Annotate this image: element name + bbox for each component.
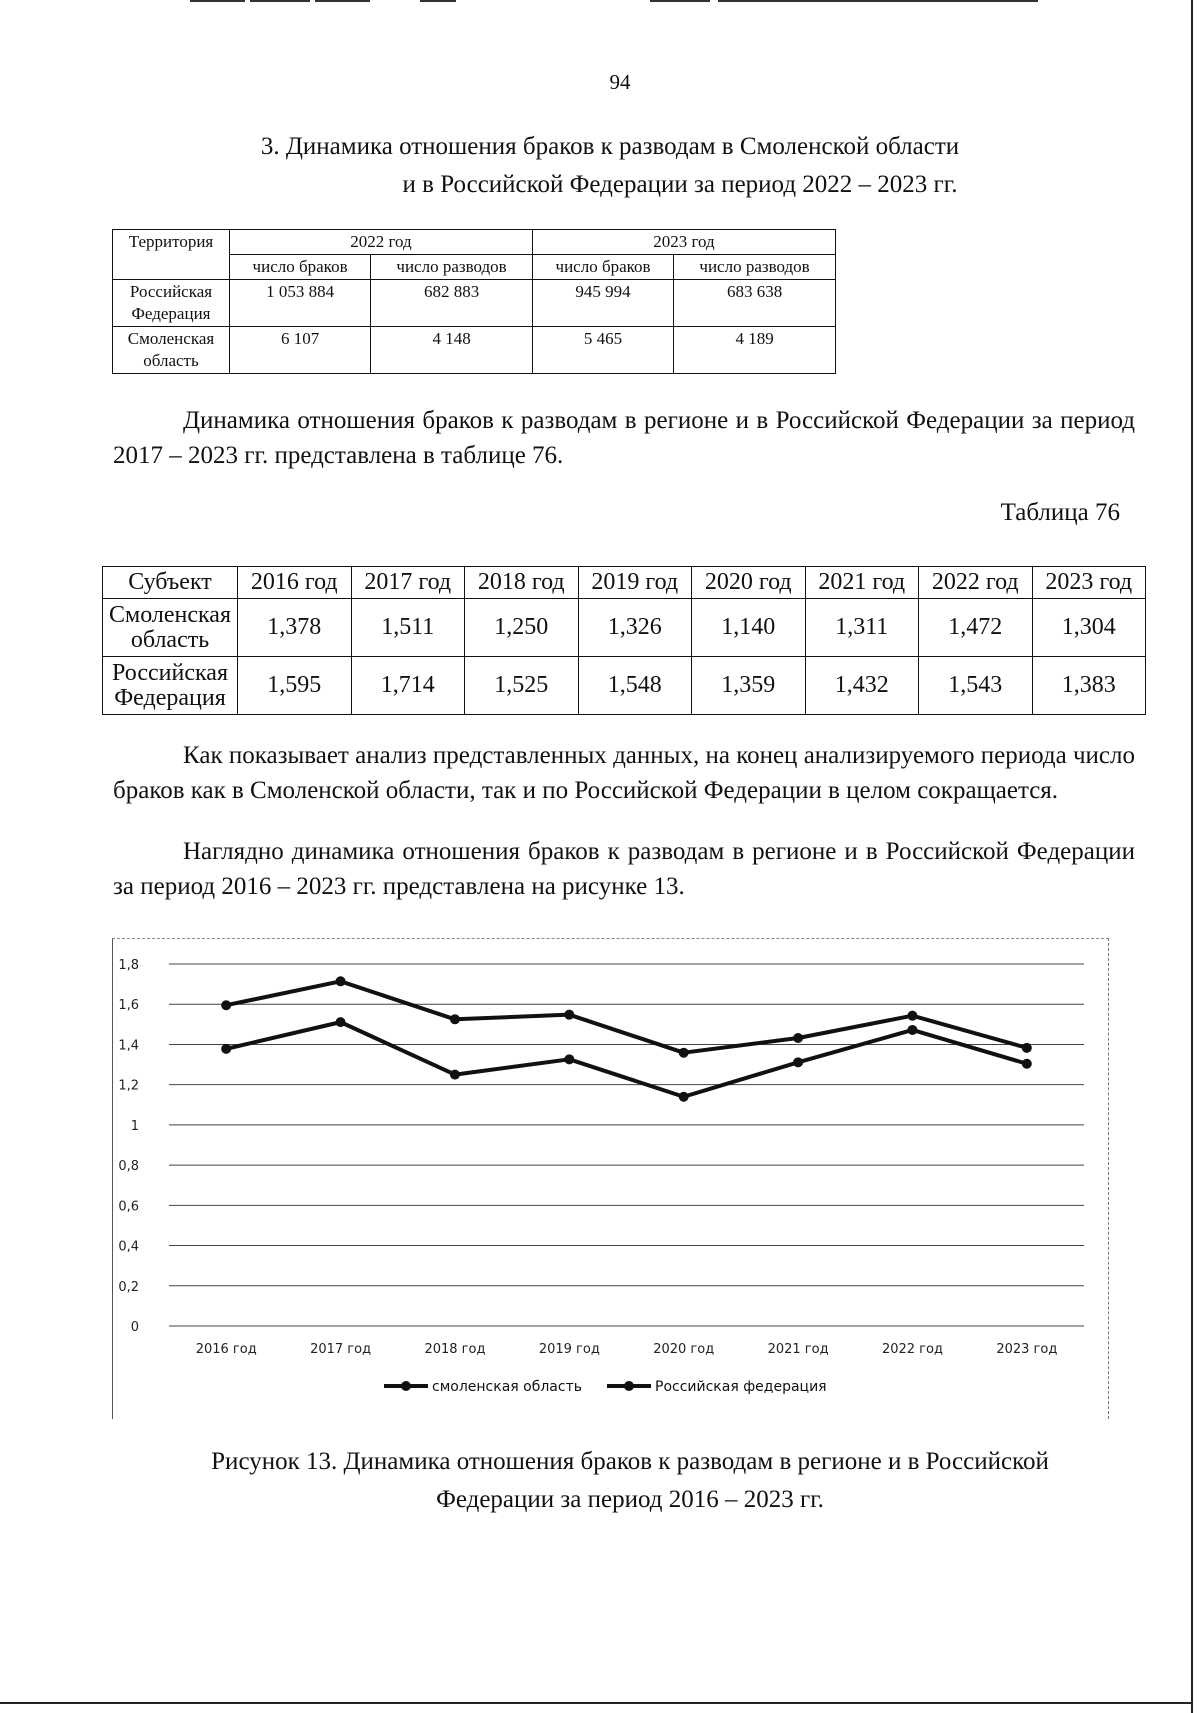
row-label: Российская Федерация (113, 280, 230, 327)
data-point (336, 976, 346, 986)
table-row (113, 327, 836, 374)
legend-label: смоленская область (432, 1379, 582, 1395)
table-cell: 1,548 (578, 657, 692, 715)
row-label: Смоленская область (113, 327, 230, 374)
table-cell: 683 638 (674, 280, 836, 327)
y-tick-label: 1,2 (118, 1078, 139, 1094)
data-point (450, 1014, 460, 1024)
page-edge-bottom (0, 1702, 1193, 1704)
data-point (679, 1048, 689, 1058)
figure-caption-line-1: Рисунок 13. Динамика отношения браков к разводам в регионе и в Российской (211, 1448, 1049, 1475)
table-cell: 1,432 (805, 657, 919, 715)
ratio-table-76 (102, 566, 1146, 715)
y-tick-label: 0,8 (118, 1159, 139, 1175)
x-tick-label: 2016 год (195, 1342, 257, 1357)
table-cell: 1,326 (578, 599, 692, 657)
data-point (793, 1057, 803, 1067)
table-header-row (113, 230, 836, 255)
table-cell: 1,304 (1032, 599, 1146, 657)
table-row (103, 657, 1146, 715)
table-row (103, 599, 1146, 657)
x-tick-label: 2019 год (538, 1342, 600, 1357)
subheader-divorces-2022: число разводов (371, 255, 533, 280)
x-tick-label: 2017 год (310, 1342, 372, 1357)
section-title-line-1: 3. Динамика отношения браков к разводам в Смоленской области (260, 133, 960, 160)
y-tick-label: 1 (130, 1118, 139, 1134)
marriages-divorces-table (112, 229, 836, 374)
data-point (1022, 1043, 1032, 1053)
legend-label: Российская федерация (655, 1379, 827, 1395)
data-point (564, 1054, 574, 1064)
table-cell: 6 107 (230, 327, 371, 374)
subheader-marriages-2023: число браков (532, 255, 673, 280)
subheader-marriages-2022: число браков (230, 255, 371, 280)
table-cell: 945 994 (532, 280, 673, 327)
y-tick-label: 0,4 (118, 1239, 139, 1255)
data-point (1022, 1059, 1032, 1069)
table-cell: 1,595 (238, 657, 352, 715)
data-point (907, 1025, 917, 1035)
table-76-caption: Таблица 76 (1000, 499, 1120, 526)
data-point (793, 1033, 803, 1043)
section-title (200, 128, 1020, 204)
data-point (221, 1044, 231, 1054)
table-header-row (103, 567, 1146, 599)
legend-marker (401, 1381, 411, 1391)
paragraph-figure-reference: Наглядно динамика отношения браков к разводам в регионе и в Российской Федерации за период 2016 – 2023 гг. представлена на рисунке 13. (113, 838, 1135, 900)
series-line-1 (226, 981, 1027, 1052)
y-tick-label: 0,2 (118, 1279, 139, 1295)
paragraph-1: Динамика отношения браков к разводам в регионе и в Российской Федерации за период 2017 – 2023 гг. представлена в таблице 76. (113, 407, 1135, 469)
table-row (113, 280, 836, 327)
x-tick-label: 2023 год (996, 1342, 1058, 1357)
year-header-2022: 2022 год (230, 230, 533, 255)
year-header: 2019 год (578, 567, 692, 599)
territory-header: Территория (113, 230, 230, 280)
data-point (679, 1092, 689, 1102)
table-cell: 1,359 (692, 657, 806, 715)
year-header: 2022 год (919, 567, 1033, 599)
y-tick-label: 0 (130, 1320, 139, 1335)
table-cell: 1,714 (351, 657, 465, 715)
table-cell: 1,311 (805, 599, 919, 657)
year-header: 2021 год (805, 567, 919, 599)
x-tick-label: 2020 год (653, 1342, 715, 1357)
data-point (221, 1000, 231, 1010)
legend-marker (624, 1381, 634, 1391)
y-tick-label: 1,8 (118, 958, 139, 973)
data-point (450, 1070, 460, 1080)
x-tick-label: 2018 год (424, 1342, 486, 1357)
year-header: 2017 год (351, 567, 465, 599)
row-label: Российская Федерация (103, 657, 238, 715)
y-tick-label: 1,4 (118, 1038, 139, 1054)
section-title-line-2: и в Российской Федерации за период 2022 – 2023 гг. (402, 171, 958, 198)
table-cell: 1,472 (919, 599, 1033, 657)
table-cell: 1,511 (351, 599, 465, 657)
page-number: 94 (609, 70, 631, 94)
page-edge-right (1191, 0, 1193, 1713)
table-cell: 4 189 (674, 327, 836, 374)
year-header: 2023 год (1032, 567, 1146, 599)
paragraph-analysis: Как показывает анализ представленных данных, на конец анализируемого периода число браков как в Смоленской области, так и по Российской Федерации в целом сокращается. (113, 742, 1135, 804)
figure-caption-line-2: Федерации за период 2016 – 2023 гг. (436, 1486, 824, 1513)
subheader-divorces-2023: число разводов (674, 255, 836, 280)
year-header: 2020 год (692, 567, 806, 599)
table-cell: 1,250 (465, 599, 579, 657)
table-cell: 682 883 (371, 280, 533, 327)
data-point (907, 1011, 917, 1021)
x-tick-label: 2021 год (767, 1342, 829, 1357)
table-cell: 1,378 (238, 599, 352, 657)
table-cell: 1 053 884 (230, 280, 371, 327)
subject-header: Субъект (103, 567, 238, 599)
table-cell: 5 465 (532, 327, 673, 374)
y-tick-label: 0,6 (118, 1199, 139, 1215)
table-cell: 1,383 (1032, 657, 1146, 715)
data-point (564, 1010, 574, 1020)
x-tick-label: 2022 год (881, 1342, 943, 1357)
table-cell: 1,140 (692, 599, 806, 657)
scan-top-marks (190, 0, 1070, 4)
row-label: Смоленская область (103, 599, 238, 657)
table-cell: 4 148 (371, 327, 533, 374)
year-header: 2018 год (465, 567, 579, 599)
figure-caption (150, 1443, 1110, 1519)
table-cell: 1,543 (919, 657, 1033, 715)
line-chart (112, 938, 1107, 1418)
y-tick-label: 1,6 (118, 998, 139, 1014)
table-cell: 1,525 (465, 657, 579, 715)
data-point (336, 1017, 346, 1027)
year-header-2023: 2023 год (532, 230, 835, 255)
year-header: 2016 год (238, 567, 352, 599)
